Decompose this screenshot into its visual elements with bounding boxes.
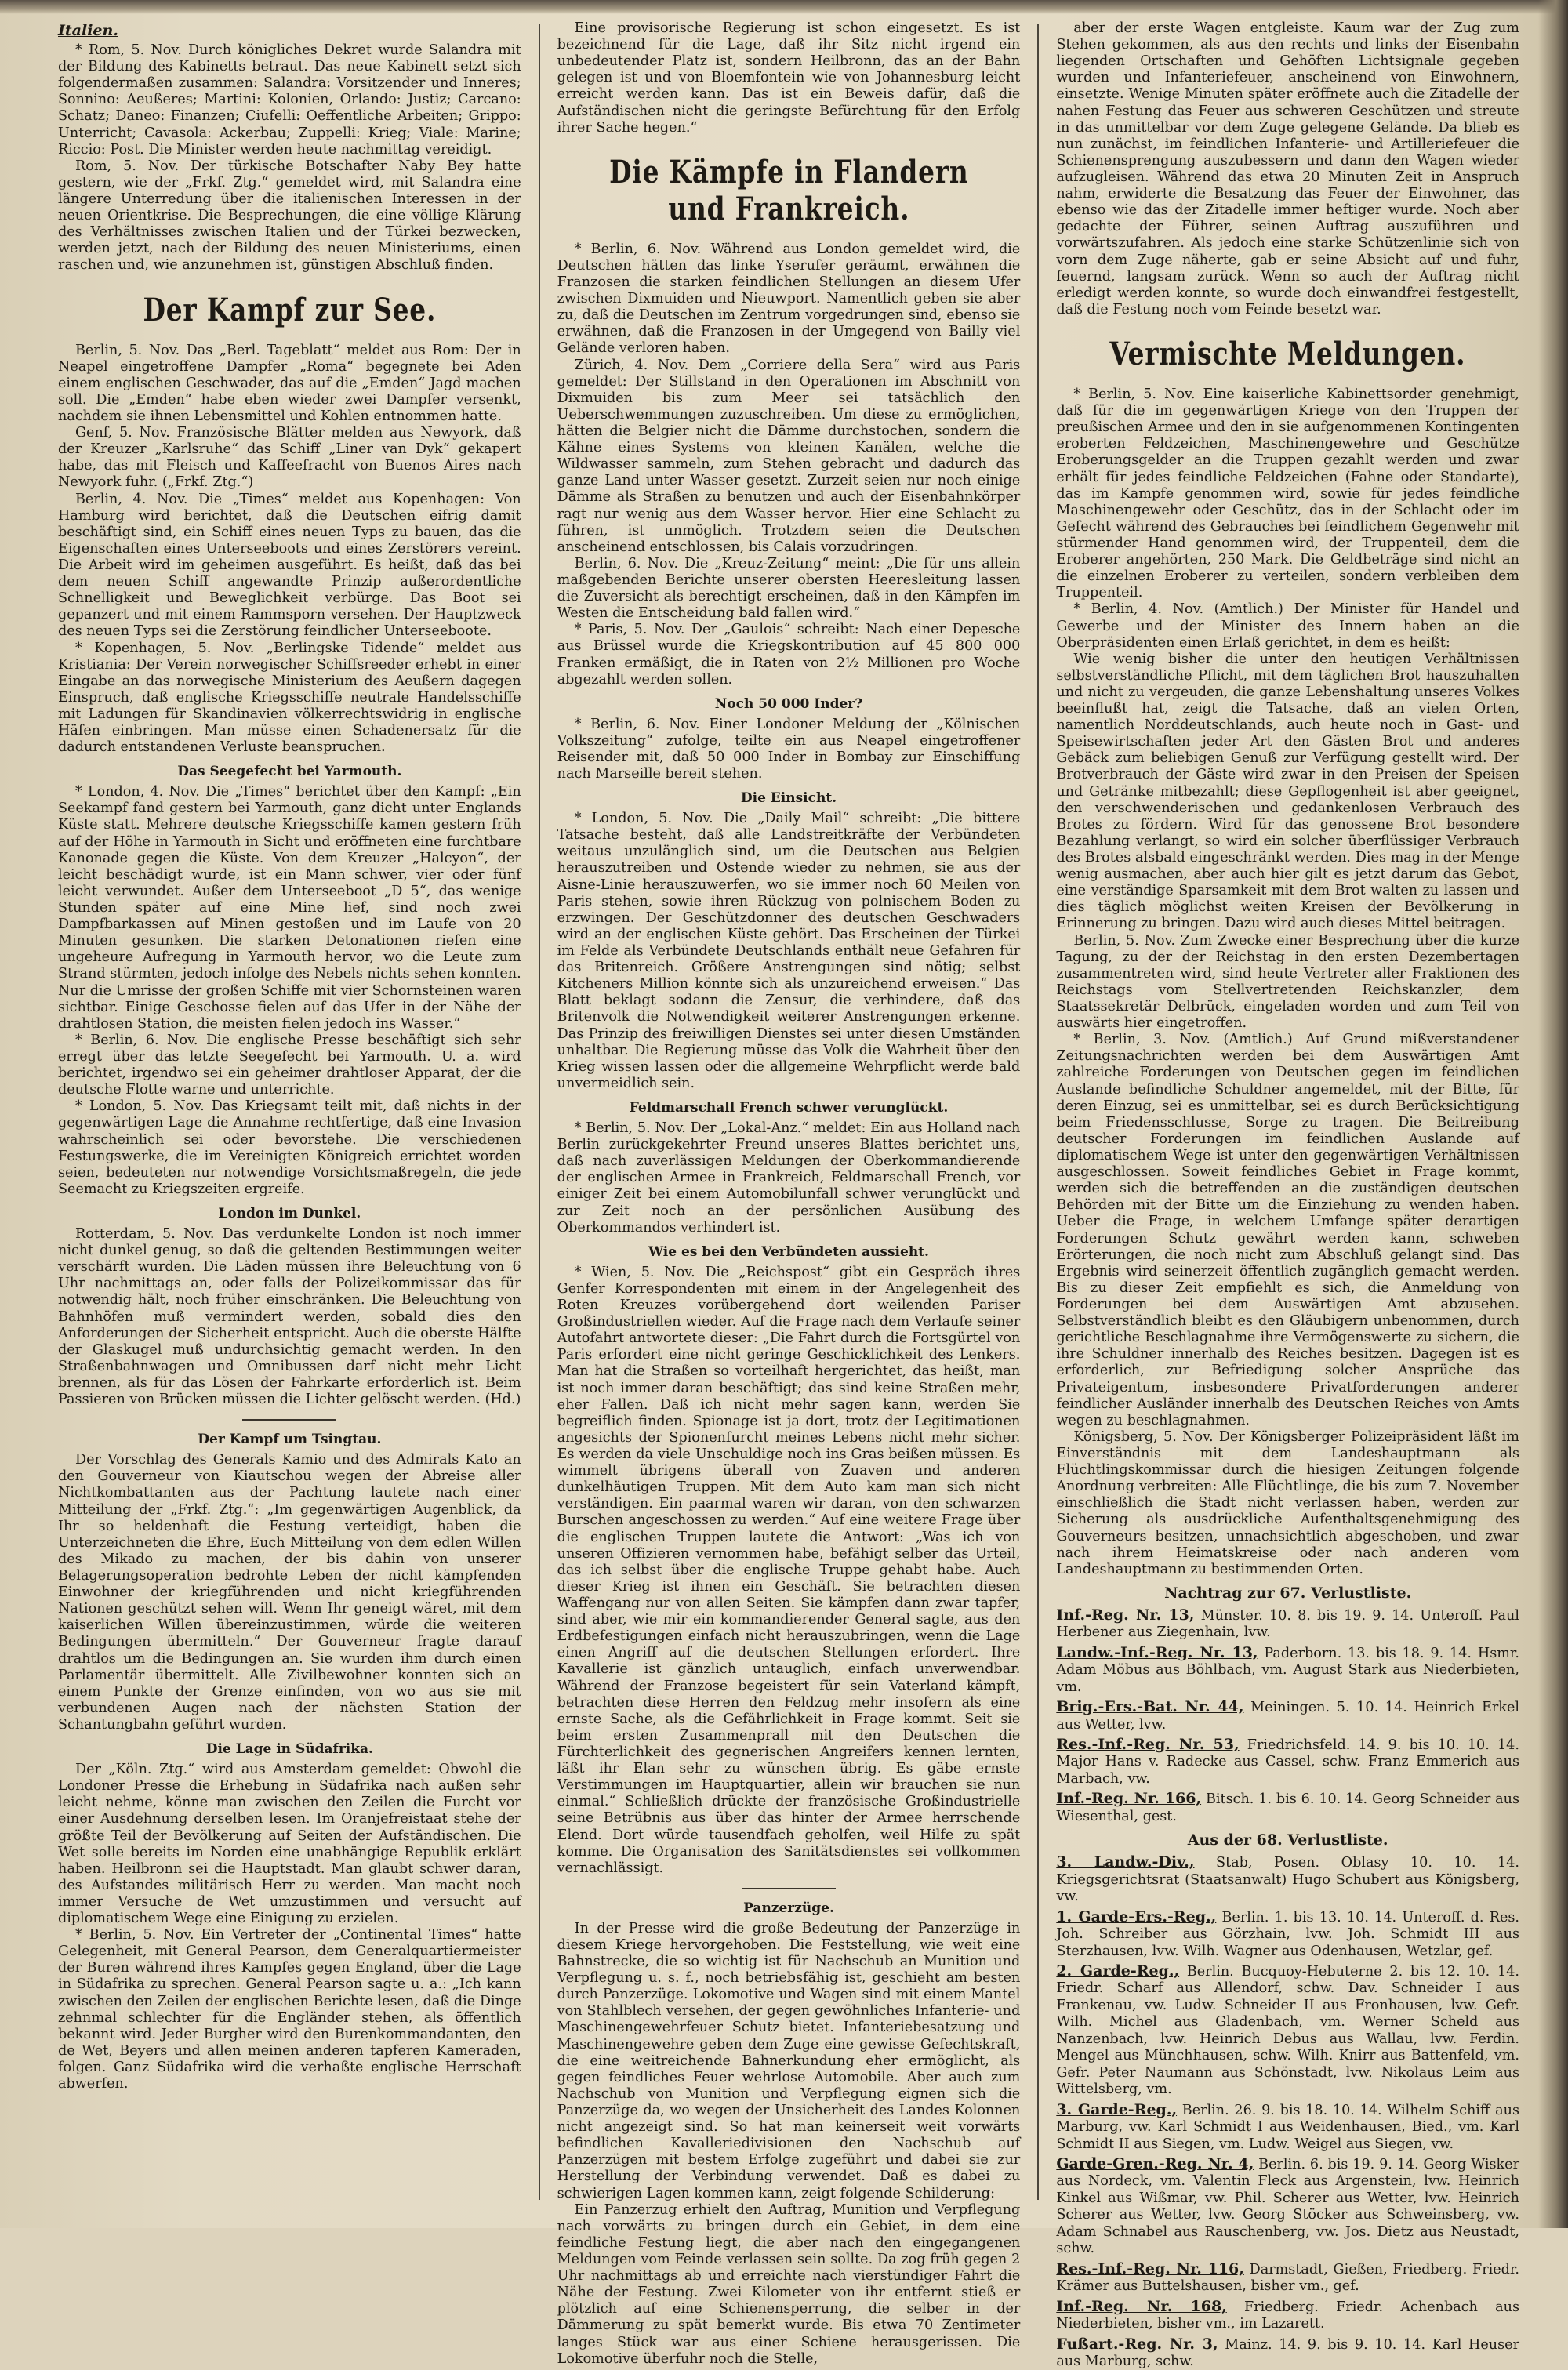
column-right xyxy=(1039,20,1537,2369)
regiment-name: Garde-Gren.-Reg. Nr. 4, xyxy=(1056,2154,1254,2172)
casualty-details: Stab, Posen. Oblasy 10. 10. 14. Kriegsgerichtsrat (Staatsanwalt) Hugo Schubert aus Königsberg, vw. xyxy=(1056,1855,1519,1905)
article-paragraph: Berlin, 5. Nov. Das „Berl. Tageblatt“ meldet aus Rom: Der in Neapel eingetroffene Dampfer „Roma“ begegnete bei Aden einem englischen Geschwader, das auf die „Emden“ Jagd machen soll. Die „Emden“ habe eben wieder zwei Dampfer versenkt, nachdem sie ihnen Lebensmittel und Kohlen entnommen hatte. xyxy=(58,342,521,424)
article-paragraph: * Berlin, 6. Nov. Einer Londoner Meldung der „Kölnischen Volkszeitung“ zufolge, teilte ein aus Neapel eingetroffener Reisender mit, daß 50 000 Inder in Bombay zur Einschiffung nach Marseille bereit stehen. xyxy=(557,716,1021,782)
casualty-entry xyxy=(1056,1606,1519,1642)
section-headline: Der Kampf zur See. xyxy=(143,291,437,328)
casualty-details: Berlin. 6. bis 19. 9. 14. Georg Wisker aus Nordeck, vm. Valentin Fleck aus Argenstein, lvw. Heinrich Kinkel aus Wißmar, vw. Phil. Scherer aus Wetter, lvw. Heinrich Scherer aus Wetter, lvw. Georg Stöcker aus Schweinsberg, vw. Adam Schnabel aus Rauschenberg, vw. Jos. Dietz aus Neustadt, schw. xyxy=(1056,2156,1519,2257)
column-rule xyxy=(539,24,540,2200)
article-paragraph: Berlin, 6. Nov. Die „Kreuz-Zeitung“ meint: „Die für uns allein maßgebenden Berichte unserer obersten Heeresleitung lassen die Zuversicht als berechtigt erscheinen, daß in den Kämpfen im Westen die Entscheidung bald fallen wird.“ xyxy=(557,555,1021,622)
casualty-details: Friedberg. Friedr. Achenbach aus Niederbieten, bisher vm., im Lazarett. xyxy=(1056,2299,1519,2332)
article-paragraph: Rotterdam, 5. Nov. Das verdunkelte London ist noch immer nicht dunkel genug, so daß die geltenden Bestimmungen weiter verschärft wurden. Die Läden müssen ihre Beleuchtung von 6 Uhr nachmittags an, oder falls der Polizeikommissar das für notwendig hält, noch früher einschränken. Die Beleuchtung von Bahnhöfen muß vermindert werden, sobald dies den Anforderungen der Sicherheit entspricht. Auch die oberste Hälfte der Glaskugel muß undurchsichtig gemacht werden. In den Straßenbahnwagen und Omnibussen darf nicht mehr Licht brennen, als für das Lösen der Fahrkarte erforderlich ist. Beim Passieren von Brücken müssen die Lichter gelöscht werden. (Hd.) xyxy=(58,1226,521,1408)
regiment-name: Inf.-Reg. Nr. 168, xyxy=(1056,2297,1227,2315)
article-paragraph: * Berlin, 6. Nov. Die englische Presse beschäftigt sich sehr erregt über das letzte Seegefecht bei Yarmouth. U. a. wird berichtet, irgendwo sei ein geheimer drahtloser Apparat, der die deutsche Flotte warne und unterrichte. xyxy=(58,1032,521,1098)
article-paragraph: Berlin, 5. Nov. Zum Zwecke einer Besprechung über die kurze Tagung, zu der der Reichstag in den ersten Dezembertagen zusammentreten wird, sind heute Vertreter aller Fraktionen des Reichstags vom Stellvertretenden Reichskanzler, dem Staatssekretär Delbrück, eingeladen worden und zum Teil von auswärts hier eingetroffen. xyxy=(1056,932,1519,1032)
regiment-name: 3. Garde-Reg., xyxy=(1056,2100,1178,2118)
list-headline: Nachtrag zur 67. Verlustliste. xyxy=(1164,1584,1412,1602)
article-paragraph: Der „Köln. Ztg.“ wird aus Amsterdam gemeldet: Obwohl die Londoner Presse die Erhebung in Südafrika nach außen sehr leicht nehme, könne man zwischen den Zeilen die Furcht vor einer Ausdehnung derselben lesen. Im Oranjefreistaat stehe der größte Teil der Bevölkerung auf Seiten der Aufständischen. Die Wet solle bereits im Norden eine unabhängige Republik erklärt haben. Heilbronn sei die Hauptstadt. Man glaubt schwer daran, des Aufstandes militärisch Herr zu werden. Man macht noch immer Versuche de Wet umzustimmen und versucht auf diplomatischem Wege eine Einigung zu erzielen. xyxy=(58,1762,521,1927)
article-paragraph: In der Presse wird die große Bedeutung der Panzerzüge in diesem Kriege hervorgehoben. Die Feststellung, wie weit eine Bahnstrecke, die so wichtig ist für Nachschub an Munition und Verpflegung u. s. f., noch betriebsfähig ist, geschieht am besten durch Panzerzüge. Lokomotive und Wagen sind mit einem Mantel von Stahlblech versehen, der gegen gewöhnliches Infanterie- und Maschinengewehrfeuer Schutz bietet. Infanteriebesatzung und Maschinengewehre geben dem Zuge eine gewisse Gefechtskraft, die eine weitreichende Bahnerkundung eher ermöglicht, als gegen feindliches Feuer wehrlose Automobile. Aber auch zum Nachschub von Munition und Verpflegung eignen sich die Panzerzüge da, wo wegen der Unsicherheit des Landes Kolonnen nicht angezeigt sind. So hat man keinerseit weit vorwärts befindlichen Kavalleriedivisionen den Nachschub auf Panzerzügen mit bestem Erfolge zugeführt und dabei sie zur Herstellung der Verbindung verwendet. Daß es dabei zu schwierigen Lagen kommen kann, zeigt folgende Schilderung: xyxy=(557,1920,1021,2201)
article-headline: London im Dunkel. xyxy=(218,1206,361,1221)
casualty-details: Bitsch. 1. bis 6. 10. 14. Georg Schneider aus Wiesenthal, gest. xyxy=(1056,1791,1519,1824)
section-title: Italien. xyxy=(58,22,118,39)
casualty-entry xyxy=(1056,2260,1519,2296)
article-headline: Das Seegefecht bei Yarmouth. xyxy=(177,764,402,780)
article-headline: Die Einsicht. xyxy=(740,790,837,807)
article-paragraph: * Berlin, 5. Nov. Der „Lokal-Anz.“ meldet: Ein aus Holland nach Berlin zurückgekehrter Freund unseres Blattes berichtet uns, daß nach zuverlässigen Meldungen der Oberkommandierende der englischen Armee in Frankreich, Feldmarschall French, vor einiger Zeit bei einem Automobilunfall schwer verunglückt und zur Zeit noch an der persönlichen Ausübung des Oberkommandos verhindert ist. xyxy=(557,1120,1021,1236)
column-container xyxy=(41,20,1537,2369)
article-paragraph: * Wien, 5. Nov. Die „Reichspost“ gibt ein Gespräch ihres Genfer Korrespondenten mit einem in der Angelegenheit des Roten Kreuzes vorübergehend dort weilenden Pariser Großindustriellen wieder. Auf die Frage nach dem Verlaufe seiner Autofahrt antwortete dieser: „Die Fahrt durch die Fortsgürtel von Paris erfordert eine nicht geringe Geschicklichkeit des Lenkers. Man hat die Straßen so vorteilhaft hergerichtet, das heißt, man ist noch immer daran beschäftigt; das sind keine Straßen mehr, eher Fallen. Daß ich nicht mehr sagen kann, werden Sie begreiflich finden. Spionage ist ja dort, trotz der Legitimationen angesichts der Spionenfurcht meines Lebens nicht mehr sicher. Es werden da viele Unschuldige noch ins Gras beißen müssen. Es wimmelt übrigens überall von Zuaven und anderen dunkelhäutigen Truppen. Mit dem Auto kam man sich nicht verständigen. Ein paarmal waren wir daran, von den schwarzen Burschen angeschossen zu werden.“ Auf eine weitere Frage über die englischen Truppen lautete die Antwort: „Was ich von unseren Offizieren vernommen habe, befähigt selber das Urteil, das ich selbst über die englische Truppe gehabt habe. Auch dieser Krieg ist ihnen ein Geschäft. Sie betrachten diesen Waffengang nur von allen Seiten. Sie kämpfen dann zwar tapfer, sind aber, wie mir ein kommandierender General sagte, aus den Erdbefestigungen einfach nicht herauszubringen, wenn die Lage einen Angriff auf die deutschen Stellungen erfordert. Ihre Kavallerie ist gänzlich untauglich, einfach unverwendbar. Während der Franzose begeistert für sein Vaterland kämpft, betrachten diese Herren den Feldzug mehr insofern als eine ernste Sache, als die Gefährlichkeit in Frage kommt. Seit sie beim ersten Zusammenprall mit den Deutschen die Fürchterlichkeit des gegnerischen Angreifers kennen lernten, läßt ihr Elan sehr zu wünschen übrig. Es gäbe ernste Verstimmungen im Hauptquartier, allein wir brauchen sie nun einmal.“ Schließlich drückte der französische Großindustrielle seine Betrübnis aus über das hinter der Armee herrschende Elend. Dort würde tausendfach geholfen, weil Hilfe zu spät komme. Die Organisation des Sanitätsdienstes sei vollkommen vernachlässigt. xyxy=(557,1264,1021,1876)
article-paragraph: Zürich, 4. Nov. Dem „Corriere della Sera“ wird aus Paris gemeldet: Der Stillstand in den Operationen im Abschnitt von Dixmuiden bis zum Meer sei tatsächlich den Ueberschwemmungen zuzuschreiben. Um diese zu ermöglichen, hätten die Belgier nicht die Dämme durchstochen, sondern die Kähne eines Systems von kleinen Kanälen, welche die Wildwasser sammeln, zum Stehen gebracht und dadurch das ganze Land unter Wasser gesetzt. Zurzeit seien nur noch einige Dämme als Straßen zu benutzen und auch der Eisenbahnkörper ragt nur wenig aus dem Wasser hervor. Hier eine Schlacht zu führen, ist unmöglich. Trotzdem seien die Deutschen anscheinend entschlossen, bis Calais vorzudringen. xyxy=(557,357,1021,555)
regiment-name: 2. Garde-Reg., xyxy=(1056,1962,1180,1980)
article-headline: Die Lage in Südafrika. xyxy=(205,1741,373,1758)
article-paragraph: Rom, 5. Nov. Der türkische Botschafter Naby Bey hatte gestern, wie der „Frkf. Ztg.“ gemeldet wird, mit Salandra eine längere Unterredung über die italienischen Interessen in der neuen Orientkrise. Die Besprechungen, die eine völlige Klärung des Verhältnisses zwischen Italien und der Türkei bezwecken, werden jetzt, nach der Bildung des neuen Ministeriums, einen raschen und, wie anzunehmen ist, günstigen Abschluß finden. xyxy=(58,158,521,274)
list-headline: Aus der 68. Verlustliste. xyxy=(1187,1831,1388,1849)
casualty-entry xyxy=(1056,2155,1519,2258)
article-paragraph: * Berlin, 3. Nov. (Amtlich.) Auf Grund mißverstandener Zeitungsnachrichten werden bei dem Auswärtigen Amt zahlreiche Forderungen von Deutschen gegen im feindlichen Auslande befindliche Schuldner angemeldet, mit der Bitte, für deren Einzug, sei es unmittelbar, sei es durch Berücksichtigung beim Friedensschlusse, Sorge zu tragen. Die Beitreibung deutscher Forderungen im feindlichen Auslande auf diplomatischem Wege ist unter den gegenwärtigen Verhältnissen ausgeschlossen. Soweit feindliches Gebiet in Frage kommt, werden sich die betreffenden an die zuständigen deutschen Behörden mit der Bitte um die Einziehung zu wenden haben. Ueber die Frage, in welchem Umfange später derartigen Forderungen Schutz gewährt werden kann, schweben Erörterungen, die noch nicht zum Abschluß gelangt sind. Das Ergebnis wird seinerzeit öffentlich zugänglich gemacht werden. Bis zu dieser Zeit empfiehlt es sich, die Anmeldung von Forderungen bei dem Auswärtigen Amt abzusehen. Selbstverständlich bleibt es den Gläubigern unbenommen, durch gerichtliche Beschlagnahme ihre Vermögenswerte zu sichern, die ihre Schuldner innerhalb des Reiches besitzen. Dagegen ist es erforderlich, zur Befriedigung solcher Ansprüche das Privateigentum, insbesondere Privatforderungen anderer feindlicher Ausländer innerhalb des Deutschen Reiches von Amts wegen zu beschlagnahmen. xyxy=(1056,1032,1519,1428)
article-paragraph: * London, 5. Nov. Das Kriegsamt teilt mit, daß nichts in der gegenwärtigen Lage die Annahme rechtfertige, daß eine Invasion wahrscheinlich sei oder bevorstehe. Die verschiedenen Festungswerke, die im Vereinigten Königreich errichtet worden seien, bedeuteten nur notwendige Vorsichtsmaßregeln, die jede Seemacht zu Kriegszeiten ergreife. xyxy=(58,1098,521,1197)
regiment-name: Inf.-Reg. Nr. 166, xyxy=(1056,1790,1202,1808)
article-paragraph: * Kopenhagen, 5. Nov. „Berlingske Tidende“ meldet aus Kristiania: Der Verein norwegischer Schiffsreeder erhebt in einer Eingabe an das norwegische Ministerium des Aeußern dagegen Einspruch, daß englische Kriegsschiffe neutrale Handelsschiffe mit Ladungen für Skandinavien völkerrechtswidrig in englische Häfen einbringen. Man müsse einen Schadenersatz für die dadurch entstandenen Verluste beanspruchen. xyxy=(58,640,521,756)
article-paragraph: Der Vorschlag des Generals Kamio und des Admirals Kato an den Gouverneur von Kiautschou wegen der Abreise aller Nichtkombattanten aus der Pachtung lautete nach einer Mitteilung der „Frkf. Ztg.“: „Im gegenwärtigen Augenblick, da Ihr so heldenhaft die Festung verteidigt, haben die Unterzeichneten die Ehre, Euch Mitteilung von dem edlen Willen des Mikado zu machen, der bis dahin von unserer Belagerungsoperation bedrohte Leben der nicht kämpfenden Einwohner der kriegführenden und nicht kriegführenden Nationen geschützt sehen will. Wenn Ihr geneigt wäret, mit dem kaiserlichen Willen übereinzustimmen, würde die weiteren Bedingungen übermitteln.“ Der Gouverneur fragte darauf drahtlos um die Bedingungen an. Sie wurden ihm durch einen Parlamentär übermittelt. Alle Zivilbewohner konnten sich an einem Punkte der Grenze einfinden, von wo aus sie mit verbundenen Augen nach der nächsten Station der Schantungbahn geführt wurden. xyxy=(58,1452,521,1733)
article-paragraph: Wie wenig bisher die unter den heutigen Verhältnissen selbstverständliche Pflicht, mit dem täglichen Brot hauszuhalten und nicht zu vergeuden, die ganze Lebenshaltung unseres Volkes beeinflußt hat, zeigt die Tatsache, daß an vielen Orten, namentlich Norddeutschlands, auch heute noch in Gast- und Speisewirtschaften jeder Art den Gästen Brot und anderes Gebäck zum beliebigen Genuß zur Verfügung gestellt wird. Der Brotverbrauch der Gäste wird zwar in den Preisen der Speisen und Getränke mitbezahlt; diese Gepflogenheit ist aber geeignet, den verschwenderischen und gedankenlosen Verbrauch des Brotes zu fördern. Wird für das genossene Brot besondere Bezahlung verlangt, so wird ein solcher überflüssiger Verbrauch des Brotes alsbald eingeschränkt werden. Dies mag in der Menge wenig ausmachen, aber auch hier gilt es jetzt darum das Gebot, eine verständige Sparsamkeit mit dem Brot walten zu lassen und dies täglich möglichst weiten Kreisen der Bevölkerung in Erinnerung zu bringen. Dazu wird auch dieses Mittel beitragen. xyxy=(1056,651,1519,932)
casualty-entry xyxy=(1056,1698,1519,1733)
article-headline: Panzerzüge. xyxy=(743,1900,834,1916)
column-rule xyxy=(1037,24,1039,2200)
casualty-entry xyxy=(1056,2298,1519,2333)
casualty-details: Mainz. 14. 9. bis 9. 10. 14. Karl Heuser aus Marburg, schw. xyxy=(1056,2336,1519,2369)
paper-fold-edge xyxy=(1538,0,1568,2228)
article-paragraph: aber der erste Wagen entgleiste. Kaum war der Zug zum Stehen gekommen, als aus den rechts und links der Eisenbahn liegenden Ortschaften und Gehöften Lichtsignale gegeben wurden und Infanteriefeuer, anscheinend von Einwohnern, einsetzte. Wenige Minuten später eröffnete auch die Zitadelle der nahen Festung das Feuer aus schweren Geschützen und streute in das unmittelbar vor dem Zuge gelegene Gelände. Da blieb es nun zunächst, im feindlichen Infanterie- und Artilleriefeuer die Schienensprengung auszubessern und dann den Wagen wieder aufzugleisen. Während das etwa 20 Minuten Zeit in Anspruch nahm, erwiderte die Besatzung das Feuer der Einwohner, das ebenso wie das der Zitadelle immer heftiger wurde. Noch aber gedachte der Führer, seinen Auftrag auszuführen und vorwärtszufahren. Als jedoch eine starke Schützenlinie sich von vorn dem Zuge näherte, gab er seine Absicht auf und fuhr, feuernd, langsam zurück. Wenn so auch der Auftrag nicht erledigt werden konnte, so wurde doch einwandfrei festgestellt, daß die Festung noch vom Feinde besetzt war. xyxy=(1056,20,1519,318)
article-headline: Noch 50 000 Inder? xyxy=(714,695,863,712)
casualty-details: Münster. 10. 8. bis 19. 9. 14. Unteroff. Paul Herbener aus Ziegenhain, lvw. xyxy=(1056,1607,1519,1641)
article-headline: Wie es bei den Verbündeten aussieht. xyxy=(648,1243,929,1260)
casualty-entry xyxy=(1056,1908,1519,1960)
casualty-details: Berlin. Bucquoy-Hebuterne 2. bis 12. 10. 14. Friedr. Scharf aus Allendorf, schw. Dav. Schneider I aus Frankenau, vw. Ludw. Schneider II aus Fronhausen, lvw. Gefr. Wilh. Michel aus Gladenbach, vm. Werner Scheld aus Nanzenbach, lvw. Heinrich Debus aus Wallau, lvw. Ferdin. Mengel aus Münchhausen, schw. Wilh. Knirr aus Battenfeld, vm. Gefr. Peter Naumann aus Schönstadt, lvw. Nikolaus Leim aus Wittelsberg, vm. xyxy=(1056,1964,1519,2098)
casualty-details: Berlin. 1. bis 13. 10. 14. Unteroff. d. Res. Joh. Schreiber aus Görzhain, lvw. Joh. Schmidt III aus Sterzhausen, lvw. Wilh. Wagner aus Odenhausen, Wetzlar, gef. xyxy=(1056,1909,1519,1959)
article-paragraph: Berlin, 4. Nov. Die „Times“ meldet aus Kopenhagen: Von Hamburg wird berichtet, daß die Deutschen eifrig damit beschäftigt sind, ein Schiff eines neuen Typs zu bauen, das die Eigenschaften eines Unterseeboots und eines Zerstörers vereint. Die Arbeit wird im geheimen ausgeführt. Es heißt, daß das bei dem neuen Schiff angewandte Prinzip außerordentliche Schnelligkeit und Beweglichkeit verbürge. Das Boot sei gepanzert und mit einem Rammsporn versehen. Der Hauptzweck des neuen Typs sei die Zerstörung feindlicher Unterseeboote. xyxy=(58,491,521,640)
article-paragraph: * Berlin, 5. Nov. Eine kaiserliche Kabinettsorder genehmigt, daß für die im gegenwärtigen Kriege von den Truppen der preußischen Armee und den in sie aufgenommenen Kontingenten eroberten Feldzeichen, Maschinengewehre und Geschütze Eroberungsgelder an die Truppen gezahlt werden und zwar erhält für jedes feindliche Feldzeichen (Fahne oder Standarte), das im Kampfe genommen wird, sowie für jedes feindliche Maschinengewehr oder Geschütz, das in der Schlacht oder im Gefecht während des Gebrauches bei feindlichem Gegenwehr mit stürmender Hand genommen wird, der Truppenteil, dem die Eroberer angehörten, 250 Mark. Die Geldbeträge sind nicht an die einzelnen Eroberer zu verteilen, sondern verbleiben dem Truppenteil. xyxy=(1056,386,1519,601)
casualty-entry xyxy=(1056,1790,1519,1825)
casualty-details: Darmstadt, Gießen, Friedberg. Friedr. Krämer aus Buttelshausen, bisher vm., gef. xyxy=(1056,2261,1519,2295)
article-paragraph: * Berlin, 6. Nov. Während aus London gemeldet wird, die Deutschen hätten das linke Yserufer geräumt, erwähnen die Franzosen die starken feindlichen Stellungen an diesem Ufer zwischen Dixmuiden und Nieuwport. Namentlich geben sie aber zu, daß die Deutschen im Zentrum vorgedrungen sind, ebenso sie erwähnen, daß die Franzosen in der Umgegend von Bailly viel Gelände verloren haben. xyxy=(557,241,1021,357)
regiment-name: Fußart.-Reg. Nr. 3, xyxy=(1056,2335,1218,2353)
article-paragraph: * London, 4. Nov. Die „Times“ berichtet über den Kampf: „Ein Seekampf fand gestern bei Yarmouth, ganz dicht unter Englands Küste statt. Mehrere deutsche Kriegsschiffe kamen gestern früh auf der Höhe in Yarmouth in Sicht und eröffneten eine furchtbare Kanonade gegen die Küste. Von dem Kreuzer „Halcyon“, der leicht beschädigt wurde, ist ein Mann schwer, vier oder fünf leicht verwundet. Außer dem Unterseeboot „D 5“, das wenige Stunden später auf eine Mine lief, sind noch zwei Dampfbarkassen auf Minen gestoßen und im Laufe von 20 Minuten gesunken. Die starken Detonationen riefen eine ungeheure Aufregung in Yarmouth hervor, wo die Leute zum Strand stürmten, jedoch infolge des Nebels nichts sehen konnten. Nur die Umrisse der großen Schiffe mit vier Schornsteinen waren sichtbar. Einige Geschosse fielen auf das Ufer in der Nähe der drahtlosen Station, die meisten fielen jedoch ins Wasser.“ xyxy=(58,784,521,1032)
article-paragraph: * Berlin, 4. Nov. (Amtlich.) Der Minister für Handel und Gewerbe und der Minister des Innern haben an die Oberpräsidenten einen Erlaß gerichtet, in dem es heißt: xyxy=(1056,601,1519,651)
casualty-entry xyxy=(1056,1644,1519,1696)
section-headline: Die Kämpfe in Flandern und Frankreich. xyxy=(608,153,969,227)
article-paragraph: * London, 5. Nov. Die „Daily Mail“ schreibt: „Die bittere Tatsache besteht, daß alle Landstreitkräfte der Verbündeten weitaus unzulänglich sind, um die Deutschen aus Belgien herauszutreiben und Ostende wieder zu nehmen, sie aus der Aisne-Linie herauszuwerfen, wo sie immer noch 60 Meilen von Paris stehen, sowie ihren Rückzug von polnischem Boden zu erzwingen. Der Geschützdonner des deutschen Geschwaders wird an der englischen Küste gehört. Das Erscheinen der Türkei im Felde als Verbündete Deutschlands enthält neue Gefahren für das Britenreich. Größere Anstrengungen sind nötig; selbst Kitcheners Million könnte sich als unzureichend erweisen.“ Das Blatt beklagt sodann die Zensur, die verhindere, daß das Britenvolk die Notwendigkeit weiterer Anstrengungen erkenne. Das Prinzip des freiwilligen Dienstes sei unter diesen Umständen unhaltbar. Die Regierung müsse das Volk die Wahrheit über den Krieg wissen lassen oder die allgemeine Wehrpflicht werde bald unvermeidlich sein. xyxy=(557,811,1021,1091)
article-paragraph: * Berlin, 5. Nov. Ein Vertreter der „Continental Times“ hatte Gelegenheit, mit General Pearson, dem Generalquartiermeister der Buren während ihres Kampfes gegen England, über die Lage in Südafrika zu sprechen. General Pearson sagte u. a.: „Ich kann zwischen den Zeilen der englischen Berichte lesen, daß die Dinge zehnmal schlechter für die Engländer stehen, als öffentlich bekannt wird. Jeder Burgher wird den Burenkommandanten, den de Wet, Beyers und allen meinen anderen tapferen Kameraden, folgen. Ganz Südafrika wird die verhaßte englische Herrschaft abwerfen. xyxy=(58,1927,521,2092)
casualty-details: Friedrichsfeld. 14. 9. bis 10. 10. 14. Major Hans v. Radecke aus Cassel, schw. Franz Emmerich aus Marbach, vw. xyxy=(1056,1737,1519,1787)
regiment-name: Inf.-Reg. Nr. 13, xyxy=(1056,1606,1195,1624)
regiment-name: 1. Garde-Ers.-Reg., xyxy=(1056,1907,1217,1925)
article-headline: Der Kampf um Tsingtau. xyxy=(198,1432,382,1448)
regiment-name: Brig.-Ers.-Bat. Nr. 44, xyxy=(1056,1698,1244,1716)
casualty-entry xyxy=(1056,1853,1519,1905)
casualty-entry xyxy=(1056,1962,1519,2099)
article-paragraph: Ein Panzerzug erhielt den Auftrag, Munition und Verpflegung nach vorwärts zu bringen durch ein Gebiet, in dem eine feindliche Festung liegt, die aber nach den eingegangenen Meldungen vom Feinde verlassen sein sollte. Da zog früh gegen 2 Uhr nachmittags ab und erreichte nach vierstündiger Fahrt die Nähe der Festung. Zwei Kilometer von ihr entfernt stieß er plötzlich auf eine Schienensperrung, die selber in der Dämmerung zu spät bemerkt wurde. Bis etwa 70 Zentimeter langes Stück war aus einer Schiene herausgerissen. Die Lokomotive überfuhr noch die Stelle, xyxy=(557,2201,1021,2367)
casualty-entry xyxy=(1056,2336,1519,2370)
casualty-details: Meiningen. 5. 10. 14. Heinrich Erkel aus Wetter, lvw. xyxy=(1056,1700,1519,1733)
casualty-entry xyxy=(1056,2101,1519,2153)
regiment-name: 3. Landw.-Div., xyxy=(1056,1853,1195,1871)
article-paragraph: Genf, 5. Nov. Französische Blätter melden aus Newyork, daß der Kreuzer „Karlsruhe“ das Schiff „Liner van Dyk“ gekapert habe, das mit Fleisch und Kaffeefracht von Buenos Aires nach Newyork fuhr. („Frkf. Ztg.“) xyxy=(58,425,521,491)
regiment-name: Res.-Inf.-Reg. Nr. 116, xyxy=(1056,2259,1244,2277)
regiment-name: Res.-Inf.-Reg. Nr. 53, xyxy=(1056,1736,1240,1754)
paper-top-edge xyxy=(0,0,1568,14)
section-divider xyxy=(242,1419,336,1421)
section-headline: Vermischte Meldungen. xyxy=(1109,335,1466,372)
article-paragraph: Königsberg, 5. Nov. Der Königsberger Polizeipräsident läßt im Einverständnis mit dem Landeshauptmann als Flüchtlingskommissar durch die hiesigen Zeitungen folgende Anordnung verbreiten: Alle Flüchtlinge, die bis zum 7. November einschließlich die Stadt nicht verlassen haben, werden zur Sicherung als ausdrückliche Aufenthaltsgenehmigung des Gouverneurs besitzen, unnachsichtlich abgeschoben, und zwar nach ihrem Heimatskreise oder nach anderen vom Landeshauptmann zu bestimmenden Orten. xyxy=(1056,1428,1519,1577)
column-left xyxy=(41,20,539,2200)
article-paragraph: Eine provisorische Regierung ist schon eingesetzt. Es ist bezeichnend für die Lage, daß ihr Sitz nicht irgend ein unbedeutender Platz ist, sondern Heilbronn, das an der Bahn gelegen ist und von Bloemfontein wie von Johannesburg leicht erreicht werden kann. Das ist ein Beweis dafür, daß die Aufständischen nicht die geringste Befürchtung für den Erfolg ihrer Sache hegen.“ xyxy=(557,20,1021,136)
casualty-details: Paderborn. 13. bis 18. 9. 14. Hsmr. Adam Möbus aus Böhlbach, vm. August Stark aus Niederbieten, vm. xyxy=(1056,1645,1519,1695)
section-divider xyxy=(742,1888,836,1889)
article-paragraph: * Paris, 5. Nov. Der „Gaulois“ schreibt: Nach einer Depesche aus Brüssel wurde die Kriegskontribution auf 45 800 000 Franken ermäßigt, die in Raten von 2½ Millionen pro Woche abgezahlt werden sollen. xyxy=(557,622,1021,688)
casualty-details: Berlin. 26. 9. bis 18. 10. 14. Wilhelm Schiff aus Marburg, vw. Karl Schmidt I aus Weidenhausen, Bied., vm. Karl Schmidt II aus Siegen, vm. Ludw. Weigel aus Siegen, vw. xyxy=(1056,2102,1519,2152)
regiment-name: Landw.-Inf.-Reg. Nr. 13, xyxy=(1056,1643,1258,1661)
casualty-entry xyxy=(1056,1736,1519,1787)
article-headline: Feldmarschall French schwer verunglückt. xyxy=(629,1100,949,1116)
column-middle xyxy=(540,20,1038,2367)
article-paragraph: * Rom, 5. Nov. Durch königliches Dekret wurde Salandra mit der Bildung des Kabinetts betraut. Das neue Kabinett setzt sich folgendermaßen zusammen: Salandra: Vorsitzender und Inneres; Sonnino: Aeußeres; Martini: Kolonien, Orlando: Justiz; Carcano: Schatz; Daneo: Finanzen; Ciufelli: Oeffentliche Arbeiten; Grippo: Unterricht; Cavasola: Ackerbau; Zuppelli: Krieg; Viale: Marine; Riccio: Post. Die Minister werden heute nachmittag vereidigt. xyxy=(58,42,521,158)
